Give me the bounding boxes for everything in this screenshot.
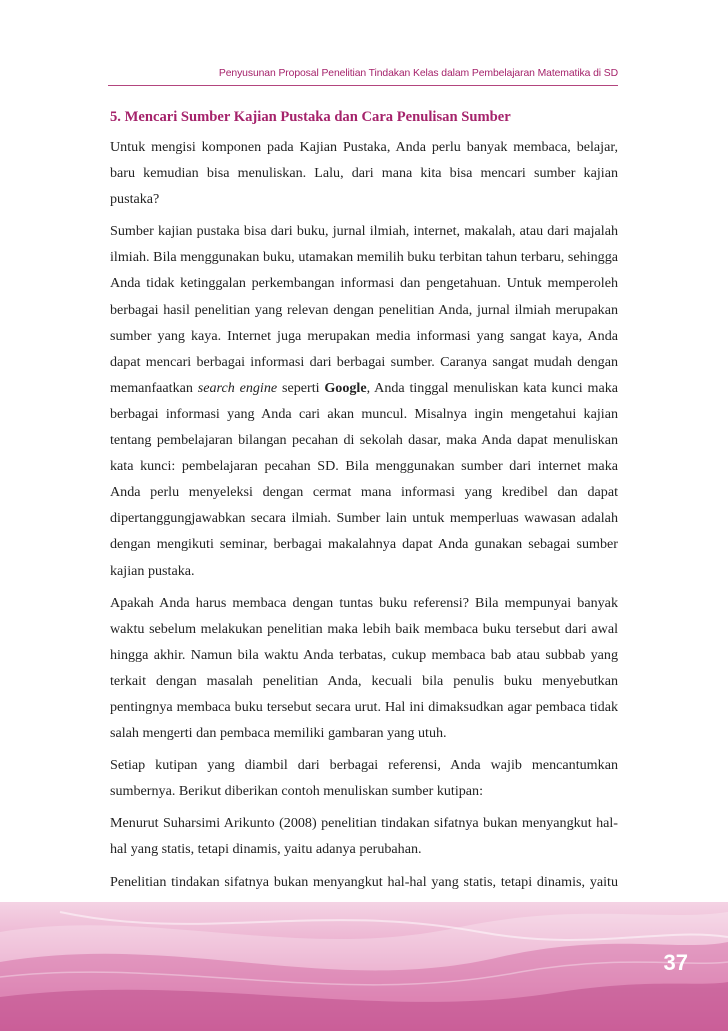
paragraph-2	[110, 218, 618, 583]
page-content	[110, 109, 618, 927]
paragraph-4: Setiap kutipan yang diambil dari berbagai referensi, Anda wajib mencantumkan sumbernya. Berikut diberikan contoh menuliskan sumber kutipan:	[110, 757, 618, 800]
footer-wave-graphic	[0, 902, 728, 1031]
google-term: Google	[324, 379, 367, 396]
section-title: 5. Mencari Sumber Kajian Pustaka dan Cara Penulisan Sumber	[110, 109, 511, 125]
paragraph-1: Untuk mengisi komponen pada Kajian Pustaka, Anda perlu banyak membaca, belajar, baru kemudian bisa menuliskan. Lalu, dari mana kita bisa mencari sumber kajian pustaka?	[110, 139, 618, 208]
paragraph-2-text-a: Sumber kajian pustaka bisa dari buku, jurnal ilmiah, internet, makalah, atau dari majalah ilmiah. Bila menggunakan buku, utamakan memilih buku terbitan tahun terbaru, sehingga Anda tidak ketinggalan perkembangan informasi dan pengetahuan. Untuk memperoleh berbagai hasil penelitian yang relevan dengan penelitian Anda, jurnal ilmiah merupakan sumber yang kaya. Internet juga merupakan media informasi yang sangat kaya, Anda dapat mencari berbagai informasi dari berbagai sumber. Caranya sangat mudah dengan memanfaatkan	[110, 223, 618, 396]
paragraph-2-text-b: seperti	[281, 379, 320, 396]
header-divider	[108, 85, 618, 86]
paragraph-5: Menurut Suharsimi Arikunto (2008) penelitian tindakan sifatnya bukan menyangkut hal-hal yang statis, tetapi dinamis, yaitu adanya perubahan.	[110, 815, 618, 858]
footer-decoration	[0, 902, 728, 1031]
paragraph-3: Apakah Anda harus membaca dengan tuntas buku referensi? Bila mempunyai banyak waktu sebelum melakukan penelitian maka lebih baik membaca buku tersebut dari awal hingga akhir. Namun bila waktu Anda terbatas, cukup membaca bab atau subbab yang terkait dengan masalah penelitian Anda, kecuali bila penulis buku menyebutkan pentingnya membaca buku tersebut secara urut. Hal ini dimaksudkan agar pembaca tidak salah mengerti dan pembaca memiliki gambaran yang utuh.	[110, 594, 618, 742]
paragraph-6: Penelitian tindakan sifatnya bukan menyangkut hal-hal yang statis, tetapi dinamis, yaitu	[110, 873, 618, 890]
running-header: Penyusunan Proposal Penelitian Tindakan Kelas dalam Pembelajaran Matematika di SD	[218, 68, 618, 79]
search-engine-term: search engine	[197, 379, 278, 396]
page-number: 37	[663, 950, 688, 975]
paragraph-2-text-c: , Anda tinggal menuliskan kata kunci maka berbagai informasi yang Anda cari akan muncul. Misalnya ingin mengetahui kajian tentang pembelajaran bilangan pecahan di sekolah dasar, maka Anda dapat menuliskan kata kunci: pembelajaran pecahan SD. Bila menggunakan sumber dari internet maka Anda perlu menyeleksi dengan cermat mana informasi yang kredibel dan dapat dipertanggungjawabkan secara ilmiah. Sumber lain untuk memperluas wawasan adalah dengan mengikuti seminar, berbagai makalahnya dapat Anda gunakan sebagai sumber kajian pustaka.	[110, 379, 619, 579]
